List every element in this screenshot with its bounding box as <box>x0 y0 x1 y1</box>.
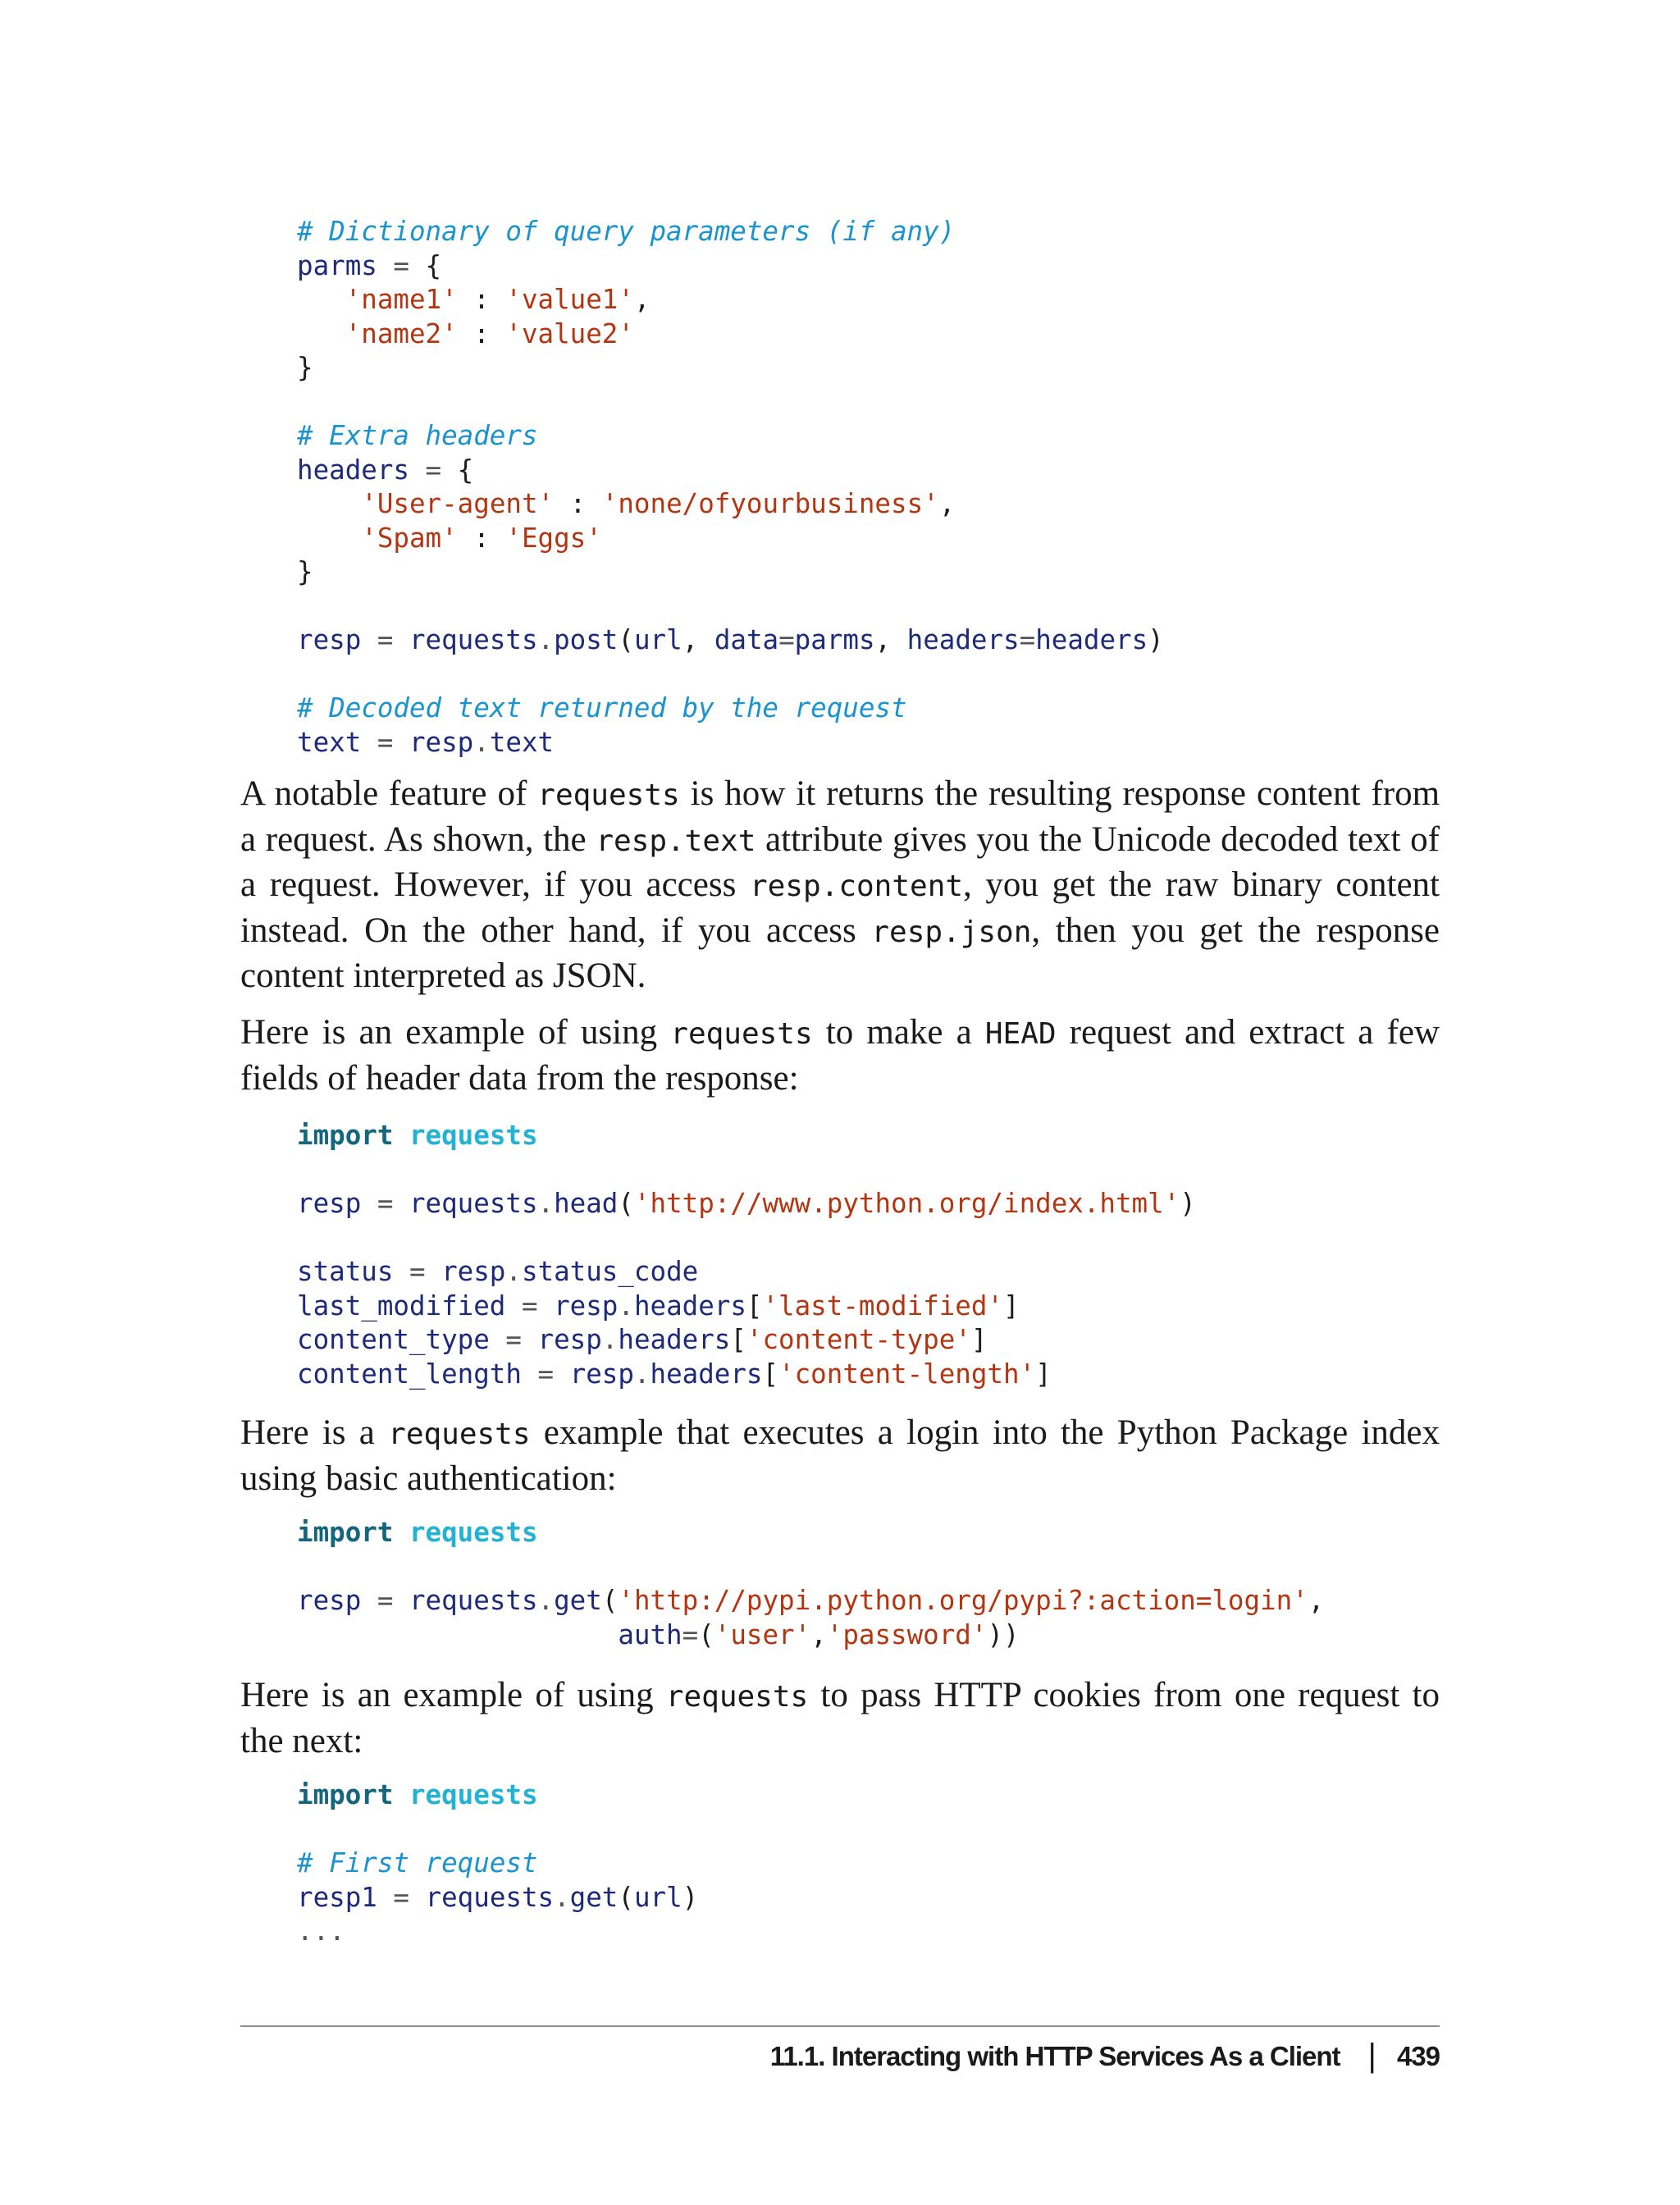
code-token: url <box>633 1881 682 1913</box>
inline-code: requests <box>537 778 680 812</box>
code-token: import <box>297 1120 394 1151</box>
code-token: ... <box>297 1915 345 1947</box>
code-token: 'name2' <box>345 317 458 349</box>
code-block-post-request <box>297 215 1164 760</box>
code-token: status <box>297 1256 394 1287</box>
code-line <box>297 1221 1196 1256</box>
code-line <box>297 1290 1196 1324</box>
code-token: get <box>569 1881 619 1913</box>
code-line <box>297 1813 698 1847</box>
inline-code: requests <box>665 1680 809 1714</box>
code-token: . <box>537 1188 555 1219</box>
footer-divider <box>240 2025 1440 2027</box>
code-block-basic-auth <box>297 1516 1324 1652</box>
paragraph-text: A notable feature of <box>240 774 538 813</box>
code-line <box>297 317 1164 352</box>
code-line <box>297 590 1164 624</box>
code-token: ( <box>618 1881 634 1913</box>
code-token: 'http://pypi.python.org/pypi?:action=login' <box>618 1585 1308 1616</box>
code-line <box>297 1153 1196 1188</box>
code-token: headers <box>633 1290 746 1322</box>
code-line <box>297 1778 698 1813</box>
paragraph-response-content <box>240 772 1440 998</box>
running-footer <box>770 2038 1440 2075</box>
page-number: 439 <box>1396 2040 1440 2071</box>
code-line <box>297 351 1164 386</box>
code-token: resp <box>297 624 362 655</box>
code-token: data <box>714 624 779 655</box>
code-token: . <box>618 1290 634 1322</box>
code-line <box>297 1516 1324 1550</box>
code-token: = <box>361 726 409 758</box>
code-token: 'password' <box>826 1618 988 1650</box>
code-token: content_type <box>297 1324 490 1355</box>
code-token: requests <box>409 1188 538 1219</box>
code-token: ) <box>1180 1188 1196 1219</box>
code-token: ] <box>1002 1290 1020 1322</box>
code-token: auth <box>618 1618 682 1650</box>
code-token: [ <box>746 1290 763 1322</box>
code-token: last_modified <box>297 1290 506 1322</box>
code-token: text <box>297 726 362 758</box>
code-token: . <box>473 726 490 758</box>
code-token: [ <box>762 1358 779 1390</box>
code-token: , <box>810 1618 827 1650</box>
code-token: 'none/ofyourbusiness' <box>601 488 939 519</box>
code-token: requests <box>409 1120 538 1151</box>
code-line <box>297 1618 1324 1653</box>
paragraph-text: request and extract a few fields of header data from the response: <box>240 1013 1440 1098</box>
code-token: content_length <box>297 1358 522 1390</box>
code-token: = <box>409 454 458 486</box>
code-token: headers <box>1035 624 1148 655</box>
code-token: : <box>457 284 506 315</box>
code-token: resp1 <box>297 1881 377 1913</box>
inline-code: HEAD <box>984 1017 1057 1051</box>
code-token: requests <box>425 1881 555 1913</box>
code-token: resp <box>297 1585 362 1616</box>
code-token: = <box>377 1881 426 1913</box>
code-token: { <box>457 454 474 486</box>
code-token: 'last-modified' <box>762 1290 1003 1322</box>
code-line <box>297 419 1164 454</box>
inline-code: resp.content <box>749 870 964 903</box>
code-token: , <box>1308 1585 1325 1616</box>
code-token: = <box>361 624 409 655</box>
code-token: get <box>554 1585 602 1616</box>
inline-code: requests <box>670 1017 813 1051</box>
code-token: head <box>554 1188 619 1219</box>
code-token: # Decoded text returned by the request <box>297 692 907 724</box>
code-token <box>393 1120 409 1151</box>
paragraph-text: attribute gives you the Unicode decoded text of a request. However, if you access <box>240 819 1440 904</box>
code-token: 'User-agent' <box>361 488 555 519</box>
code-line <box>297 692 1164 726</box>
code-token: headers <box>906 624 1020 655</box>
code-token: = <box>778 624 795 655</box>
paragraph-text: to make a <box>812 1013 985 1052</box>
code-token: requests <box>409 1779 538 1810</box>
code-line <box>297 249 1164 284</box>
code-block-head-request <box>297 1119 1196 1391</box>
paragraph-cookies-intro <box>240 1673 1440 1763</box>
code-token: resp <box>537 1324 602 1355</box>
code-token <box>297 523 361 554</box>
code-token: ] <box>970 1324 988 1355</box>
code-token: , <box>874 624 907 655</box>
code-token: , <box>633 284 651 315</box>
code-line <box>297 1550 1324 1585</box>
code-line <box>297 522 1164 556</box>
code-line <box>297 726 1164 760</box>
code-token: ( <box>618 1188 634 1219</box>
paragraph-text: Here is an example of using <box>240 1676 666 1714</box>
code-token: . <box>601 1324 619 1355</box>
code-token: = <box>489 1324 538 1355</box>
code-token: 'content-length' <box>778 1358 1036 1390</box>
code-token: headers <box>618 1324 731 1355</box>
code-token <box>297 318 345 349</box>
code-token: resp <box>554 1290 619 1322</box>
code-token: # Dictionary of query parameters (if any) <box>297 216 956 247</box>
code-line <box>297 487 1164 522</box>
code-token: 'value2' <box>505 317 634 349</box>
code-token: } <box>297 556 313 587</box>
code-token: [ <box>730 1324 746 1355</box>
code-token: 'value1' <box>505 284 634 315</box>
code-token: 'Eggs' <box>505 522 602 554</box>
code-token: # First request <box>297 1847 538 1879</box>
code-token: , <box>938 488 956 519</box>
code-token: resp <box>409 726 474 758</box>
code-token: headers <box>297 454 409 486</box>
code-line <box>297 386 1164 420</box>
code-token <box>393 1779 409 1810</box>
code-line <box>297 454 1164 488</box>
code-line <box>297 1119 1196 1153</box>
paragraph-text: is how it returns the resulting response content from a request. As shown, the <box>240 774 1440 859</box>
paragraph-text: to pass HTTP cookies from one request to the next: <box>240 1676 1440 1760</box>
code-token: { <box>425 249 442 281</box>
code-token: parms <box>297 249 377 281</box>
code-token: : <box>554 488 602 519</box>
code-token: = <box>521 1358 570 1390</box>
code-token: = <box>361 1188 409 1219</box>
paragraph-text: example that executes a login into the Python Package index using basic authentication: <box>240 1413 1440 1498</box>
code-token: = <box>377 249 426 281</box>
code-token: 'http://www.python.org/index.html' <box>633 1188 1180 1219</box>
code-token: # Extra headers <box>297 420 538 451</box>
code-token: url <box>633 624 682 655</box>
code-token: : <box>457 317 506 349</box>
code-line <box>297 658 1164 692</box>
inline-code: requests <box>388 1418 531 1451</box>
code-token: 'name1' <box>345 284 458 315</box>
code-line <box>297 623 1164 658</box>
code-token: , <box>682 624 714 655</box>
code-token: requests <box>409 1517 538 1548</box>
code-token: 'Spam' <box>361 522 458 554</box>
code-token: ( <box>601 1585 619 1616</box>
code-token: requests <box>409 1585 538 1616</box>
code-token: requests <box>409 624 538 655</box>
footer-separator: | <box>1367 2038 1376 2074</box>
code-token: . <box>537 624 555 655</box>
code-token: ) <box>682 1881 699 1913</box>
paragraph-text: , then you get the response content interpreted as JSON. <box>240 911 1440 995</box>
code-token: import <box>297 1517 394 1548</box>
paragraph-text: , you get the raw binary content instead. On the other hand, if you access <box>240 865 1440 950</box>
code-line <box>297 283 1164 317</box>
code-token: resp <box>441 1256 506 1287</box>
code-line <box>297 1881 698 1915</box>
code-token: text <box>489 726 555 758</box>
code-line <box>297 1358 1196 1392</box>
code-token: = <box>505 1290 555 1322</box>
code-token: import <box>297 1779 394 1810</box>
code-token: ) <box>1148 624 1164 655</box>
code-token: = <box>1019 624 1036 655</box>
code-token: post <box>554 624 619 655</box>
code-token <box>297 488 361 519</box>
code-token: headers <box>650 1358 763 1390</box>
code-token <box>297 1619 618 1650</box>
code-token: = <box>682 1618 699 1650</box>
code-token: parms <box>794 624 875 655</box>
code-token: : <box>457 522 506 554</box>
code-line <box>297 1584 1324 1618</box>
code-token <box>297 284 345 315</box>
code-block-cookies <box>297 1778 698 1949</box>
code-token: . <box>633 1358 651 1390</box>
paragraph-login-intro <box>240 1411 1440 1500</box>
code-token: resp <box>297 1188 362 1219</box>
code-token: 'user' <box>714 1618 811 1650</box>
code-line <box>297 1847 698 1881</box>
code-token: ( <box>698 1618 714 1650</box>
paragraph-head-request-intro <box>240 1011 1440 1100</box>
code-token: ( <box>618 624 634 655</box>
code-line <box>297 555 1164 590</box>
code-line <box>297 1187 1196 1221</box>
code-line <box>297 1915 698 1949</box>
paragraph-text: Here is a <box>240 1413 389 1452</box>
code-token <box>393 1517 409 1548</box>
code-line <box>297 1323 1196 1358</box>
code-token: )) <box>987 1618 1020 1650</box>
code-token: 'content-type' <box>746 1324 971 1355</box>
paragraph-text: Here is an example of using <box>240 1013 671 1052</box>
inline-code: resp.json <box>871 915 1032 949</box>
code-token: . <box>537 1585 555 1616</box>
inline-code: resp.text <box>596 824 756 858</box>
code-token: status_code <box>521 1256 699 1287</box>
code-token: . <box>505 1256 522 1287</box>
code-line <box>297 1255 1196 1290</box>
code-token: ] <box>1035 1358 1052 1390</box>
footer-section-title: 11.1. Interacting with HTTP Services As a Client <box>769 2040 1340 2071</box>
code-line <box>297 215 1164 249</box>
code-token: = <box>393 1256 442 1287</box>
code-token: resp <box>569 1358 634 1390</box>
code-token: } <box>297 352 313 383</box>
code-token: . <box>554 1881 570 1913</box>
code-token: = <box>361 1585 409 1616</box>
